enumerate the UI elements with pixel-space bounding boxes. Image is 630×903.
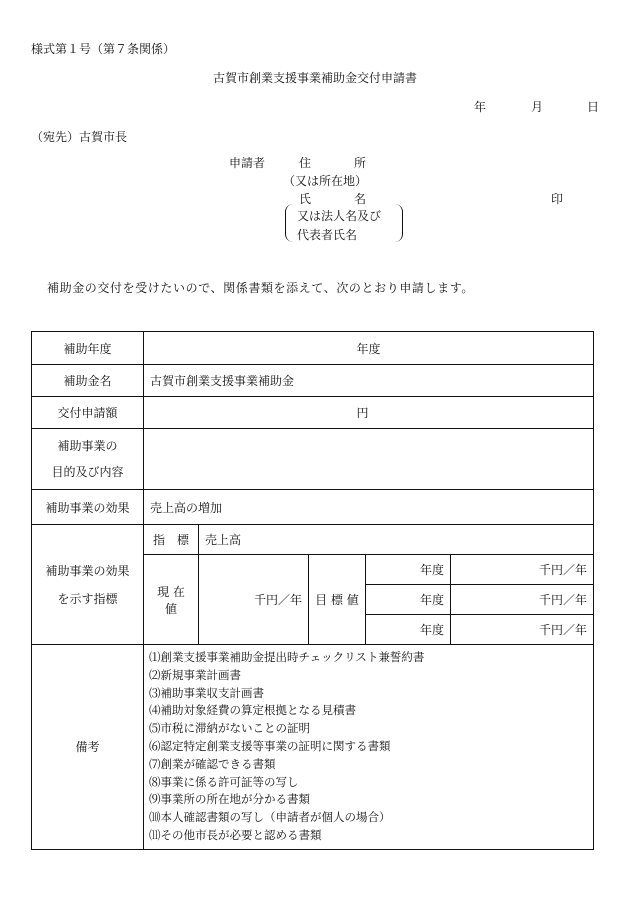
remark-item: ⑶補助事業収支計画書 bbox=[149, 685, 264, 700]
bracket-right bbox=[394, 204, 403, 242]
remark-item: ⑽本人確認書類の写し（申請者が個人の場合） bbox=[149, 810, 391, 825]
address-alt-label: （又は所在地） bbox=[283, 174, 368, 188]
row-purpose bbox=[32, 429, 594, 490]
remark-item: ⑹認定特定創業支援等事業の証明に関する書類 bbox=[149, 738, 391, 753]
target-value-1[interactable]: 千円／年 bbox=[451, 555, 594, 585]
amount-label: 交付申請額 bbox=[32, 397, 144, 429]
date-year: 年 bbox=[474, 100, 487, 114]
purpose-value[interactable] bbox=[144, 429, 594, 490]
applicant-label: 申請者 bbox=[229, 156, 266, 170]
indicator-label-line1: 補助事業の効果 bbox=[45, 563, 130, 578]
addressee: （宛先）古賀市長 bbox=[31, 130, 128, 144]
purpose-label bbox=[32, 429, 144, 490]
remark-item: ⑻事業に係る許可証等の写し bbox=[149, 774, 299, 789]
date-day: 日 bbox=[587, 100, 600, 114]
remark-item: ⑴創業支援事業補助金提出時チェックリスト兼誓約書 bbox=[149, 650, 425, 664]
application-table bbox=[31, 331, 594, 850]
bracket-left bbox=[285, 204, 294, 242]
fiscal-year-label: 補助年度 bbox=[32, 332, 144, 365]
form-title: 古賀市創業支援事業補助金交付申請書 bbox=[212, 71, 417, 85]
name-label-char2: 名 bbox=[354, 192, 367, 206]
remark-item: ⑷補助対象経費の算定根拠となる見積書 bbox=[149, 703, 356, 718]
target-year-2[interactable]: 年度 bbox=[366, 585, 451, 615]
target-value-3[interactable]: 千円／年 bbox=[451, 615, 594, 645]
amount-value[interactable] bbox=[144, 397, 594, 429]
remark-item: ⑾その他市長が必要と認める書類 bbox=[149, 827, 322, 842]
effect-value: 売上高の増加 bbox=[144, 490, 594, 525]
row-fiscal-year bbox=[32, 332, 594, 365]
fiscal-year-value[interactable]: 年度 bbox=[144, 332, 594, 365]
row-remarks bbox=[32, 645, 594, 850]
indicator-label-line2: を示す指標 bbox=[57, 591, 118, 606]
address-label-char2: 所 bbox=[354, 156, 367, 170]
target-value-label: 目 標 値 bbox=[309, 555, 366, 645]
indicator-label bbox=[32, 525, 144, 645]
effect-label: 補助事業の効果 bbox=[32, 490, 144, 525]
target-year-3[interactable]: 年度 bbox=[366, 615, 451, 645]
remarks-list bbox=[149, 645, 587, 849]
purpose-label-line2: 目的及び内容 bbox=[51, 465, 124, 479]
subsidy-name-value: 古賀市創業支援事業補助金 bbox=[144, 365, 594, 397]
name-label-char1: 氏 bbox=[299, 192, 312, 206]
corp-name-line2: 代表者氏名 bbox=[297, 228, 358, 242]
indicator-header: 指 標 bbox=[144, 525, 199, 555]
seal-mark: 印 bbox=[551, 192, 564, 206]
target-year-1[interactable]: 年度 bbox=[366, 555, 451, 585]
remark-item: ⑼事業所の所在地が分かる書類 bbox=[149, 792, 310, 807]
remark-item: ⑸市税に滞納がないことの証明 bbox=[149, 721, 310, 736]
address-label-char1: 住 bbox=[299, 156, 312, 170]
subsidy-name-label: 補助金名 bbox=[32, 365, 144, 397]
current-value-label: 現 在 値 bbox=[144, 555, 199, 645]
purpose-label-line1: 補助事業の bbox=[57, 439, 118, 453]
row-amount bbox=[32, 397, 594, 429]
indicator-name: 売上高 bbox=[199, 525, 594, 555]
row-indicator-header bbox=[32, 525, 594, 555]
form-number: 様式第１号（第７条関係） bbox=[31, 42, 176, 56]
corp-name-line1: 又は法人名及び bbox=[297, 209, 382, 223]
current-value-cell[interactable]: 千円／年 bbox=[199, 555, 309, 645]
remark-item: ⑺創業が確認できる書類 bbox=[149, 756, 276, 771]
remarks-cell bbox=[144, 645, 594, 850]
date-month: 月 bbox=[531, 100, 544, 114]
target-value-2[interactable]: 千円／年 bbox=[451, 585, 594, 615]
remarks-label: 備考 bbox=[32, 645, 144, 850]
application-statement: 補助金の交付を受けたいので、関係書類を添えて、次のとおり申請します。 bbox=[47, 281, 474, 295]
remark-item: ⑵新規事業計画書 bbox=[149, 667, 241, 682]
row-effect bbox=[32, 490, 594, 525]
row-subsidy-name bbox=[32, 365, 594, 397]
amount-unit: 円 bbox=[356, 406, 369, 420]
